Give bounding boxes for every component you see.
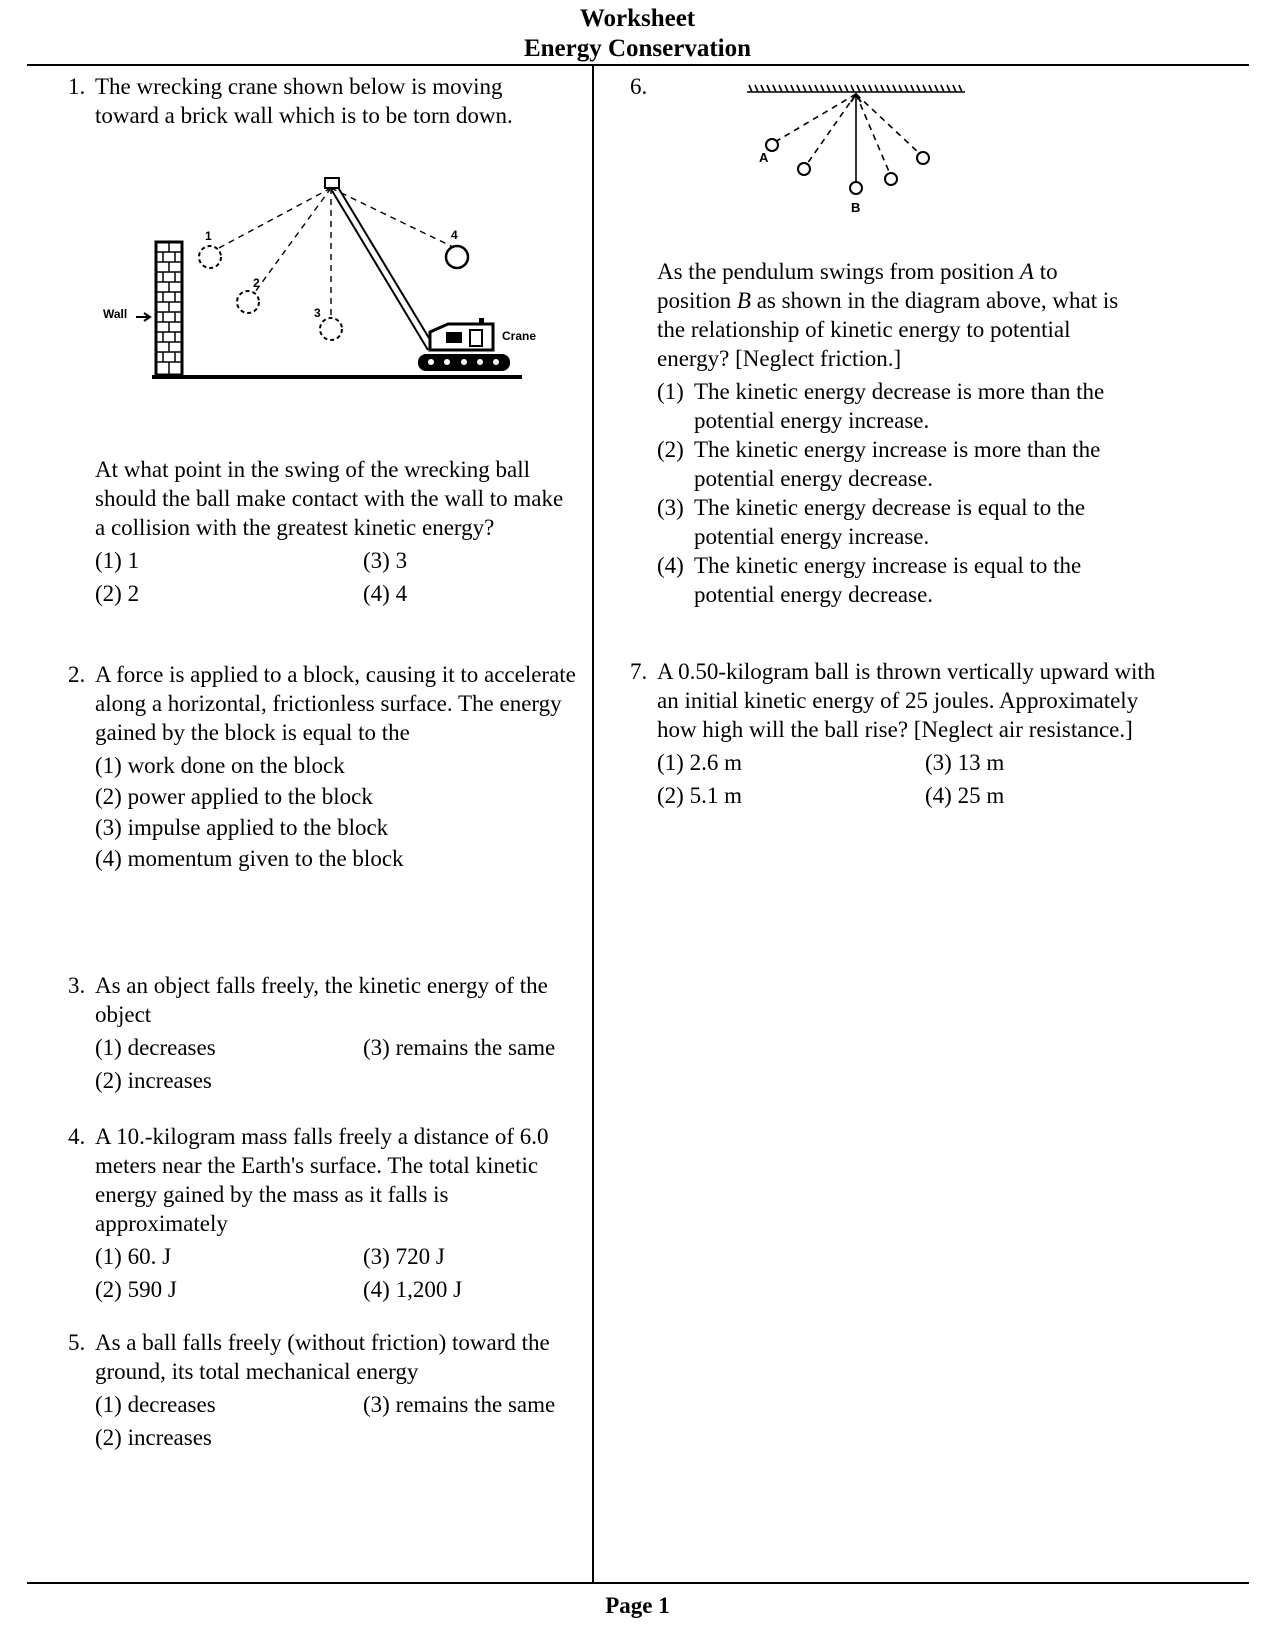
question-2 [68, 660, 590, 873]
question-7 [630, 657, 1230, 810]
question-text-part: As the pendulum swings from position [657, 259, 1020, 284]
option-label: (2) [657, 437, 684, 462]
question-text-part: as shown in the diagram above, what is the relationship of kinetic energy to potential energy? [Neglect friction.] [657, 288, 1119, 371]
top-rule [27, 64, 1249, 66]
answer-options [95, 751, 590, 873]
brick-wall [156, 242, 182, 375]
question-1-body [68, 455, 590, 608]
answer-option[interactable] [657, 435, 1157, 493]
answer-option[interactable]: (2) 2 [95, 581, 140, 606]
position-label-b: B [851, 200, 861, 215]
answer-option[interactable]: (1) work done on the block [95, 753, 345, 778]
question-text: The wrecking crane shown below is moving toward a brick wall which is to be torn down. [95, 74, 513, 128]
answer-options [95, 1390, 590, 1452]
ceiling-hatch [747, 85, 965, 92]
question-number: 3. [68, 973, 86, 998]
worksheet-subtitle: Energy Conservation [523, 35, 752, 62]
crane-label: Crane [502, 329, 537, 343]
page-number: Page 1 [605, 1593, 670, 1618]
question-number: 6. [630, 74, 648, 99]
answer-options [657, 377, 1157, 609]
ground-line [152, 375, 522, 379]
answer-option[interactable]: (4) 25 m [925, 783, 1005, 808]
answer-option[interactable]: (3) 13 m [925, 750, 1005, 775]
option-label: (1) [657, 379, 684, 404]
ball-position-1 [199, 246, 221, 268]
answer-option[interactable] [657, 493, 1157, 551]
answer-option[interactable]: (3) remains the same [363, 1035, 556, 1060]
question-1 [68, 72, 590, 606]
answer-option[interactable]: (1) decreases [95, 1035, 216, 1060]
wall-label: Wall [103, 307, 128, 321]
question-text: As a ball falls freely (without friction) toward the ground, its total mechanical energy [95, 1330, 550, 1384]
question-number: 7. [630, 659, 648, 684]
pendulum-strings [775, 94, 920, 182]
option-text: The kinetic energy decrease is equal to the potential energy increase. [694, 495, 1086, 549]
option-text: The kinetic energy increase is more than the potential energy decrease. [694, 437, 1101, 491]
pendulum-bob [798, 163, 810, 175]
pendulum-bob [917, 152, 929, 164]
question-6-body [630, 257, 1230, 609]
answer-option[interactable]: (4) 4 [363, 581, 408, 606]
position-b-ref: B [736, 288, 751, 313]
question-number: 2. [68, 662, 86, 687]
pendulum-diagram [745, 82, 985, 217]
answer-option[interactable]: (1) 60. J [95, 1244, 172, 1269]
question-number: 5. [68, 1330, 86, 1355]
answer-option[interactable] [657, 377, 1157, 435]
question-number: 4. [68, 1124, 86, 1149]
answer-options [95, 546, 590, 608]
question-prompt: At what point in the swing of the wrecking ball should the ball make contact with the wall to make a collision with the greatest kinetic energy? [95, 457, 564, 540]
ball-position-3 [320, 318, 342, 340]
ball-label-2: 2 [253, 276, 260, 290]
ball-position-4 [446, 246, 468, 268]
answer-option[interactable]: (2) 5.1 m [657, 783, 742, 808]
answer-option[interactable]: (2) increases [95, 1425, 212, 1450]
answer-option[interactable]: (3) impulse applied to the block [95, 815, 389, 840]
answer-option[interactable]: (2) 590 J [95, 1277, 177, 1302]
worksheet-header [0, 4, 1275, 64]
option-text: The kinetic energy increase is equal to the potential energy decrease. [694, 553, 1082, 607]
worksheet-title: Worksheet [579, 5, 696, 32]
answer-option[interactable]: (1) decreases [95, 1392, 216, 1417]
question-text: As an object falls freely, the kinetic energy of the object [95, 973, 548, 1027]
answer-option[interactable]: (2) increases [95, 1068, 212, 1093]
ball-label-4: 4 [451, 228, 458, 242]
bottom-rule [27, 1582, 1249, 1584]
option-label: (3) [657, 495, 684, 520]
answer-option[interactable]: (4) momentum given to the block [95, 846, 404, 871]
answer-option[interactable]: (1) 1 [95, 548, 140, 573]
answer-options [95, 1242, 590, 1304]
answer-option[interactable]: (3) 720 J [363, 1244, 445, 1269]
answer-option[interactable] [657, 551, 1157, 609]
question-text: A force is applied to a block, causing it to accelerate along a horizontal, frictionless surface. The energy gained by the block is equal to the [95, 662, 576, 745]
wall-arrow-icon [136, 313, 150, 321]
question-3 [68, 971, 590, 1095]
answer-option[interactable]: (3) 3 [363, 548, 408, 573]
answer-options [657, 748, 1230, 810]
crane-body [418, 318, 510, 371]
question-number: 1. [68, 74, 86, 99]
position-a-ref: A [1019, 259, 1034, 284]
option-text: The kinetic energy decrease is more than the potential energy increase. [694, 379, 1105, 433]
answer-option[interactable]: (2) power applied to the block [95, 784, 373, 809]
question-text [657, 257, 1127, 373]
answer-options [95, 1033, 590, 1095]
ball-label-1: 1 [205, 229, 212, 243]
question-text: A 0.50-kilogram ball is thrown vertically upward with an initial kinetic energy of 25 joules. Approximately how high will the ball rise? [Neglect air resistance.] [657, 659, 1156, 742]
answer-option[interactable]: (3) remains the same [363, 1392, 556, 1417]
pendulum-bob [885, 173, 897, 185]
crane-diagram [103, 172, 598, 412]
answer-option[interactable]: (1) 2.6 m [657, 750, 742, 775]
question-text: A 10.-kilogram mass falls freely a distance of 6.0 meters near the Earth's surface. The total kinetic energy gained by the mass as it falls is approximately [95, 1124, 549, 1236]
pendulum-bob-b [850, 182, 862, 194]
option-label: (4) [657, 553, 684, 578]
answer-option[interactable]: (4) 1,200 J [363, 1277, 463, 1302]
position-label-a: A [759, 150, 769, 165]
question-4 [68, 1122, 590, 1304]
ball-label-3: 3 [314, 306, 321, 320]
question-5 [68, 1328, 590, 1452]
question-text-part: to position [657, 259, 1058, 313]
ball-position-2 [237, 291, 259, 313]
